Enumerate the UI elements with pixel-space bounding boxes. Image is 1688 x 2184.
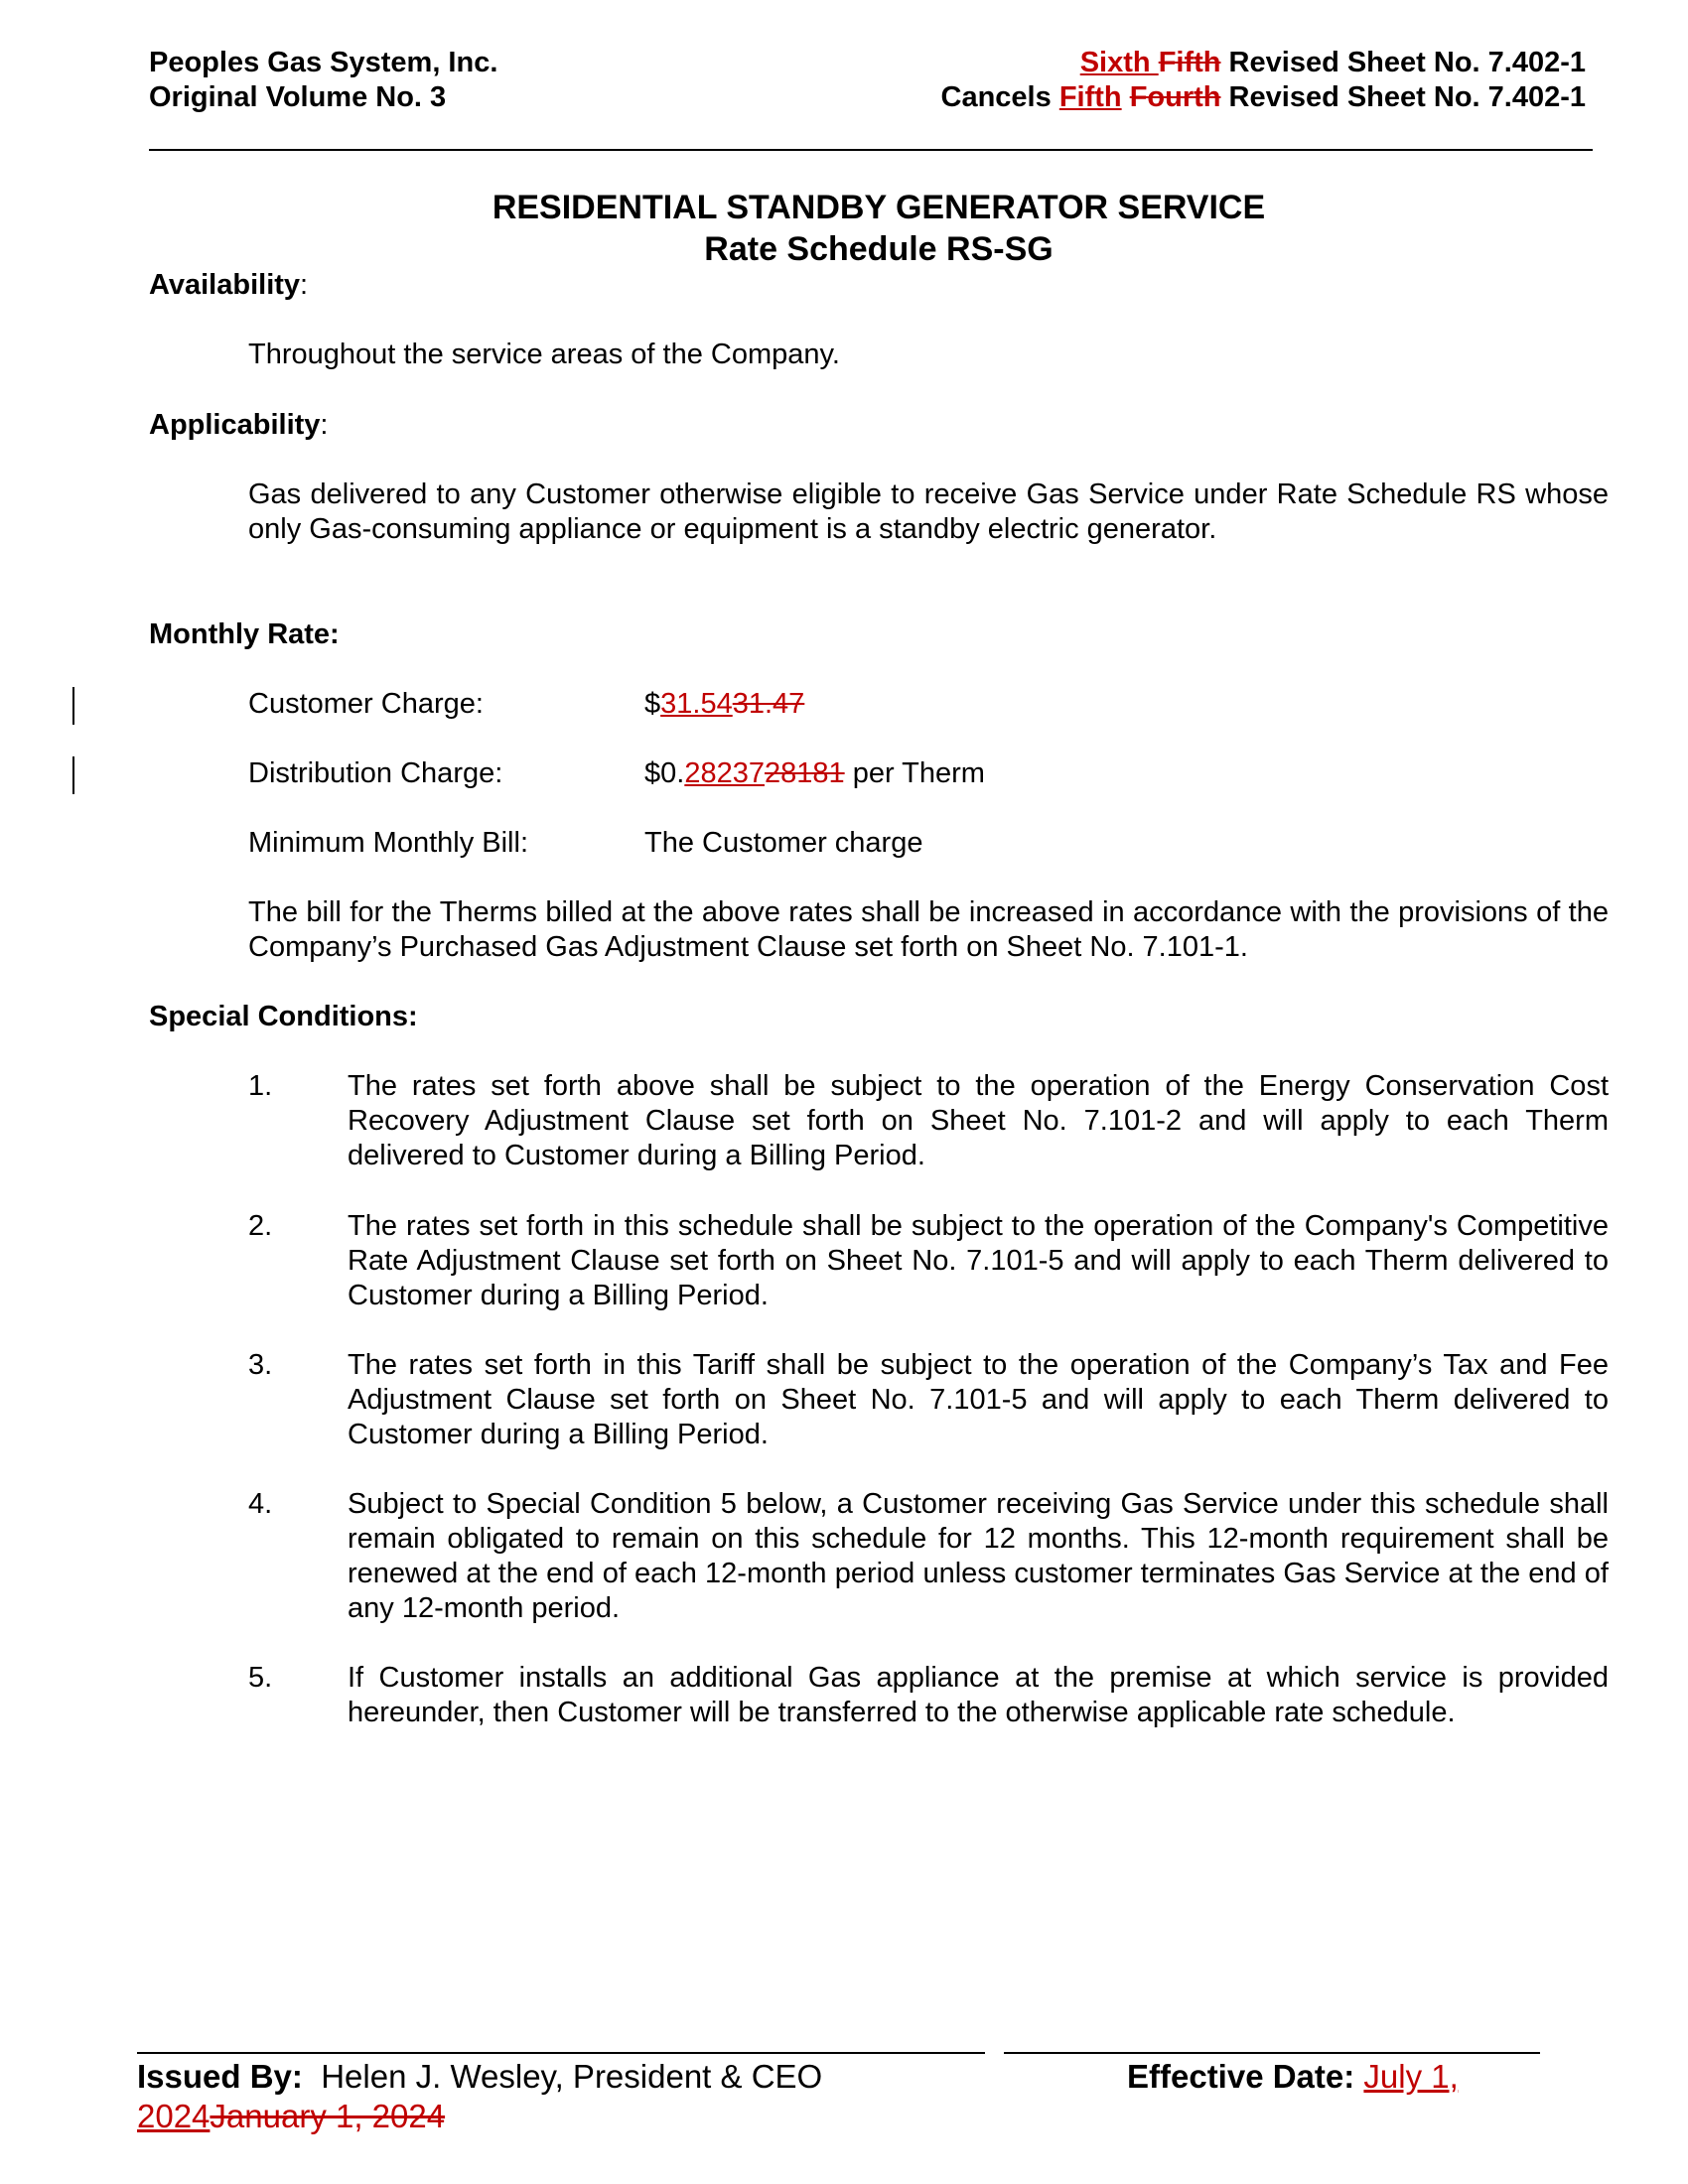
- sheet-number: [941, 46, 1586, 80]
- condition-number: 1.: [248, 1070, 273, 1102]
- availability-heading: [149, 268, 308, 303]
- distribution-charge-label: Distribution Charge:: [248, 757, 503, 789]
- effective-date-deleted: January 1, 2024: [210, 2098, 446, 2134]
- change-bar: [72, 687, 74, 725]
- effective-date-continued: [137, 2097, 445, 2136]
- distribution-charge-value: [644, 756, 985, 791]
- cancels-suffix: Revised Sheet No. 7.402-1: [1220, 81, 1586, 113]
- header-divider: [149, 149, 1593, 151]
- effective-date-label: Effective Date:: [1127, 2058, 1355, 2095]
- sheet-suffix: Revised Sheet No. 7.402-1: [1220, 47, 1586, 78]
- condition-text: The rates set forth in this Tariff shall be subject to the operation of the Company’s Tax and Fee Adjustment Clause set forth on Sheet No. 7.101-5 and will apply to each Therm delivered to Customer during a Billing Period.: [348, 1349, 1609, 1450]
- customer-charge-deleted: 31.47: [732, 688, 805, 720]
- customer-charge-label: Customer Charge:: [248, 688, 484, 720]
- cancels-space: [1122, 81, 1130, 113]
- applicability-text: Gas delivered to any Customer otherwise eligible to receive Gas Service under Rate Schedule RS whose only Gas-consuming appliance or equipment is a standby electric generator.: [248, 478, 1609, 545]
- footer-rule-right: [1004, 2052, 1540, 2054]
- effective-year-inserted: 2024: [137, 2098, 211, 2134]
- distribution-charge-prefix: $0.: [644, 757, 685, 789]
- sheet-deleted-text: Fifth: [1158, 47, 1221, 78]
- distribution-charge-suffix: per Therm: [844, 757, 985, 789]
- applicability-heading: [149, 408, 328, 443]
- title-line-1: RESIDENTIAL STANDBY GENERATOR SERVICE: [492, 189, 1266, 226]
- condition-text: Subject to Special Condition 5 below, a Customer receiving Gas Service under this schedule shall remain obligated to remain on this schedule for 12 months. This 12-month requirement shall be renewed at the end of each 12-month period unless customer terminates Gas Service at the end of any 12-month period.: [348, 1488, 1609, 1624]
- distribution-charge-deleted: 28181: [764, 757, 845, 789]
- issued-by-label: Issued By:: [137, 2058, 303, 2095]
- condition-number: 5.: [248, 1662, 273, 1694]
- special-conditions-heading: Special Conditions:: [149, 1001, 418, 1032]
- minimum-bill-label: Minimum Monthly Bill:: [248, 827, 528, 859]
- condition-text: The rates set forth above shall be subject to the operation of the Energy Conservation Cost Recovery Adjustment Clause set forth on Sheet No. 7.101-2 and will apply to each Therm delivered to Customer during a Billing Period.: [348, 1070, 1609, 1171]
- condition-number: 4.: [248, 1488, 273, 1520]
- cancels-deleted-text: Fourth: [1129, 81, 1221, 113]
- customer-charge-inserted: 31.54: [660, 688, 733, 720]
- condition-text: If Customer installs an additional Gas appliance at the premise at which service is provided hereunder, then Customer will be transferred to the otherwise applicable rate schedule.: [348, 1662, 1609, 1728]
- customer-charge-prefix: $: [644, 688, 661, 720]
- cancels-inserted-text: Fifth: [1058, 81, 1122, 113]
- condition-number: 2.: [248, 1210, 273, 1242]
- monthly-rate-heading: Monthly Rate:: [149, 618, 340, 650]
- document-title: [0, 187, 1688, 270]
- distribution-charge-inserted: 28237: [684, 757, 765, 789]
- applicability-colon: :: [320, 409, 329, 441]
- effective-date-inserted: July 1,: [1363, 2058, 1459, 2095]
- document-header-right: [941, 46, 1586, 115]
- issued-by-name: Helen J. Wesley, President & CEO: [302, 2058, 823, 2095]
- footer-rule-left: [137, 2052, 985, 2054]
- customer-charge-value: [644, 687, 804, 722]
- availability-colon: :: [300, 269, 309, 301]
- change-bar: [72, 756, 74, 794]
- condition-number: 3.: [248, 1349, 273, 1381]
- title-line-2: Rate Schedule RS-SG: [704, 230, 1054, 268]
- company-name: Peoples Gas System, Inc.: [149, 47, 498, 78]
- volume-label: Original Volume No. 3: [149, 81, 447, 113]
- issued-by: [137, 2057, 822, 2097]
- availability-heading-text: Availability: [149, 269, 301, 301]
- condition-text: The rates set forth in this schedule shall be subject to the operation of the Company's Competitive Rate Adjustment Clause set forth on Sheet No. 7.101-5 and will apply to each Therm delivered to Customer during a Billing Period.: [348, 1210, 1609, 1311]
- cancels-sheet: [941, 80, 1586, 115]
- sheet-inserted-text: Sixth: [1079, 47, 1159, 78]
- cancels-prefix: Cancels: [940, 81, 1059, 113]
- minimum-bill-value: The Customer charge: [644, 827, 923, 859]
- document-header-left: [149, 46, 497, 115]
- applicability-heading-text: Applicability: [149, 409, 321, 441]
- pga-clause-text: The bill for the Therms billed at the above rates shall be increased in accordance with the provisions of the Company’s Purchased Gas Adjustment Clause set forth on Sheet No. 7.101-1.: [248, 896, 1609, 963]
- effective-date: [1127, 2057, 1459, 2097]
- availability-text: Throughout the service areas of the Company.: [248, 339, 840, 370]
